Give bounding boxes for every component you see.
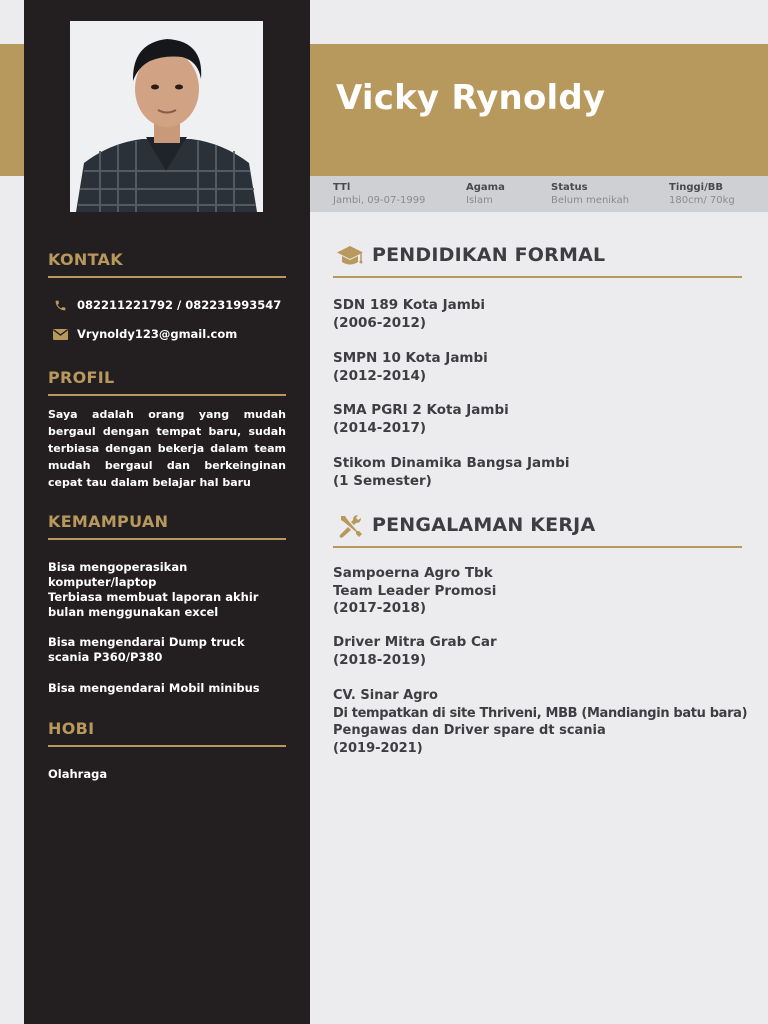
info-agama	[466, 181, 505, 208]
skill-item: Bisa mengendarai Dump truck scania P360/P380	[48, 635, 245, 664]
work-entry	[333, 634, 497, 669]
pengalaman-heading: PENGALAMAN KERJA	[372, 514, 596, 536]
education-entry	[333, 402, 509, 437]
info-status	[551, 181, 629, 208]
entry-line: (2014-2017)	[333, 419, 427, 436]
info-label: TTl	[333, 182, 351, 193]
info-value: Islam	[466, 195, 493, 206]
entry-line: (2018-2019)	[333, 651, 427, 668]
kontak-rule	[48, 276, 286, 278]
graduation-cap-icon	[336, 243, 364, 269]
entry-line: Stikom Dinamika Bangsa Jambi	[333, 455, 570, 471]
hobi-rule	[48, 745, 286, 747]
profil-text: Saya adalah orang yang mudah bergaul dengan tempat baru, sudah terbiasa dengan bekerja dalam team mudah bergaul dan berkeinginan cepat tau dalam belajar hal baru	[48, 408, 286, 489]
info-label: Status	[551, 182, 588, 193]
entry-line: (2012-2014)	[333, 367, 427, 384]
entry-line: (2006-2012)	[333, 314, 427, 331]
kemampuan-heading: KEMAMPUAN	[48, 512, 169, 531]
person-name: Vicky Rynoldy	[336, 78, 606, 118]
education-entry	[333, 455, 570, 490]
contact-email	[52, 327, 237, 341]
tools-icon	[336, 513, 364, 539]
pengalaman-rule	[333, 546, 742, 548]
entry-line: SDN 189 Kota Jambi	[333, 297, 486, 313]
entry-line: Driver Mitra Grab Car	[333, 634, 497, 650]
education-entry	[333, 350, 488, 385]
kontak-heading: KONTAK	[48, 250, 123, 269]
info-tinggi-bb	[669, 181, 735, 208]
info-value: 180cm/ 70kg	[669, 195, 735, 206]
person-photo-icon	[70, 21, 263, 212]
entry-line: Team Leader Promosi	[333, 582, 497, 599]
entry-line: Di tempatkan di site Thriveni, MBB (Mandiangin batu bara)	[333, 705, 748, 721]
info-value: Jambi, 09-07-1999	[333, 195, 426, 206]
contact-phone	[52, 298, 281, 312]
info-value: Belum menikah	[551, 195, 630, 206]
entry-line: Sampoerna Agro Tbk	[333, 565, 493, 581]
skill-item: Bisa mengendarai Mobil minibus	[48, 681, 260, 695]
phone-text: 082211221792 / 082231993547	[77, 298, 282, 312]
work-entry	[333, 565, 496, 618]
entry-line: (2019-2021)	[333, 740, 423, 756]
hobi-heading: HOBI	[48, 719, 95, 738]
entry-line: SMA PGRI 2 Kota Jambi	[333, 402, 509, 418]
phone-icon	[52, 298, 68, 312]
envelope-icon	[52, 327, 68, 341]
info-label: Tinggi/BB	[669, 182, 724, 193]
kemampuan-rule	[48, 538, 286, 540]
entry-line: SMPN 10 Kota Jambi	[333, 350, 488, 366]
entry-line: CV. Sinar Agro	[333, 688, 438, 703]
education-entry	[333, 297, 485, 332]
entry-line: Pengawas dan Driver spare dt scania	[333, 723, 606, 738]
hobby-item: Olahraga	[48, 767, 108, 781]
work-entry	[333, 687, 747, 757]
info-ttl	[333, 181, 425, 208]
profil-heading: PROFIL	[48, 368, 115, 387]
skill-item: Bisa mengoperasikan komputer/laptop	[48, 560, 188, 589]
entry-line: (2017-2018)	[333, 600, 427, 616]
profile-photo	[70, 21, 263, 212]
email-text: Vrynoldy123@gmail.com	[77, 327, 238, 341]
pendidikan-heading: PENDIDIKAN FORMAL	[372, 244, 606, 266]
pendidikan-rule	[333, 276, 742, 278]
skill-item: Terbiasa membuat laporan akhir bulan menggunakan excel	[48, 590, 259, 619]
profil-rule	[48, 394, 286, 396]
info-label: Agama	[466, 182, 505, 193]
entry-line: (1 Semester)	[333, 472, 432, 489]
